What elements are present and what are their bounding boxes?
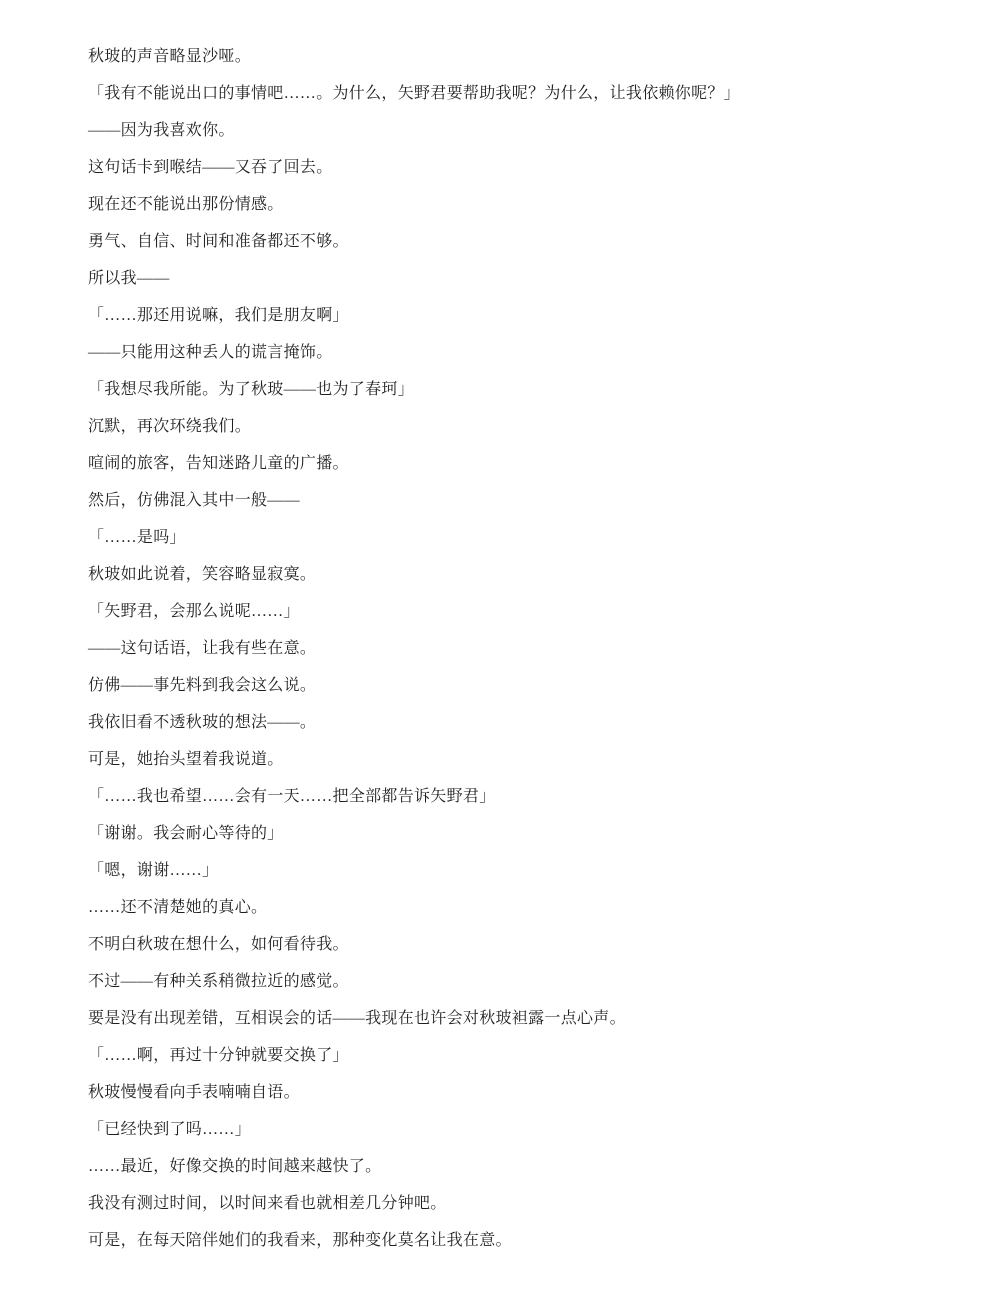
paragraph-line: 「……啊，再过十分钟就要交换了」 [88, 1047, 349, 1064]
paragraph-line: 现在还不能说出那份情感。 [88, 196, 284, 213]
paragraph-line: 要是没有出现差错，互相误会的话——我现在也许会对秋玻袒露一点心声。 [88, 1010, 626, 1027]
paragraph-line: 沉默，再次环绕我们。 [88, 418, 252, 435]
paragraph-line: 「我想尽我所能。为了秋玻——也为了春珂」 [88, 381, 415, 398]
paragraph-line: 「谢谢。我会耐心等待的」 [88, 825, 284, 842]
paragraph-line: 秋玻的声音略显沙哑。 [88, 48, 252, 65]
paragraph-line: 「……那还用说嘛，我们是朋友啊」 [88, 307, 349, 324]
paragraph-line: 这句话卡到喉结——又吞了回去。 [88, 159, 333, 176]
paragraph-line: 可是，在每天陪伴她们的我看来，那种变化莫名让我在意。 [88, 1232, 512, 1249]
paragraph-line: ——只能用这种丢人的谎言掩饰。 [88, 344, 333, 361]
paragraph-line: 我依旧看不透秋玻的想法——。 [88, 714, 317, 731]
paragraph-line: 「嗯，谢谢……」 [88, 862, 219, 879]
paragraph-line: 所以我—— [88, 270, 170, 287]
paragraph-line: 我没有测过时间，以时间来看也就相差几分钟吧。 [88, 1195, 447, 1212]
paragraph-line: 仿佛——事先料到我会这么说。 [88, 677, 317, 694]
paragraph-line: 「……是吗」 [88, 529, 186, 546]
paragraph-line: ……最近，好像交换的时间越来越快了。 [88, 1158, 382, 1175]
paragraph-line: 勇气、自信、时间和准备都还不够。 [88, 233, 349, 250]
paragraph-line: 「已经快到了吗……」 [88, 1121, 252, 1138]
paragraph-line: 「矢野君，会那么说呢……」 [88, 603, 300, 620]
paragraph-line: 秋玻如此说着，笑容略显寂寞。 [88, 566, 317, 583]
paragraph-line: 秋玻慢慢看向手表喃喃自语。 [88, 1084, 300, 1101]
paragraph-line: 不明白秋玻在想什么，如何看待我。 [88, 936, 349, 953]
paragraph-line: ……还不清楚她的真心。 [88, 899, 268, 916]
paragraph-line: 不过——有种关系稍微拉近的感觉。 [88, 973, 349, 990]
paragraph-line: ——这句话语，让我有些在意。 [88, 640, 317, 657]
paragraph-line: 「我有不能说出口的事情吧……。为什么，矢野君要帮助我呢？为什么，让我依赖你呢？」 [88, 85, 741, 102]
paragraph-line: 然后，仿佛混入其中一般—— [88, 492, 300, 509]
paragraph-line: 「……我也希望……会有一天……把全部都告诉矢野君」 [88, 788, 496, 805]
paragraph-line: 可是，她抬头望着我说道。 [88, 751, 284, 768]
paragraph-line: ——因为我喜欢你。 [88, 122, 235, 139]
paragraph-list [88, 38, 940, 1259]
paragraph-line: 喧闹的旅客，告知迷路儿童的广播。 [88, 455, 349, 472]
